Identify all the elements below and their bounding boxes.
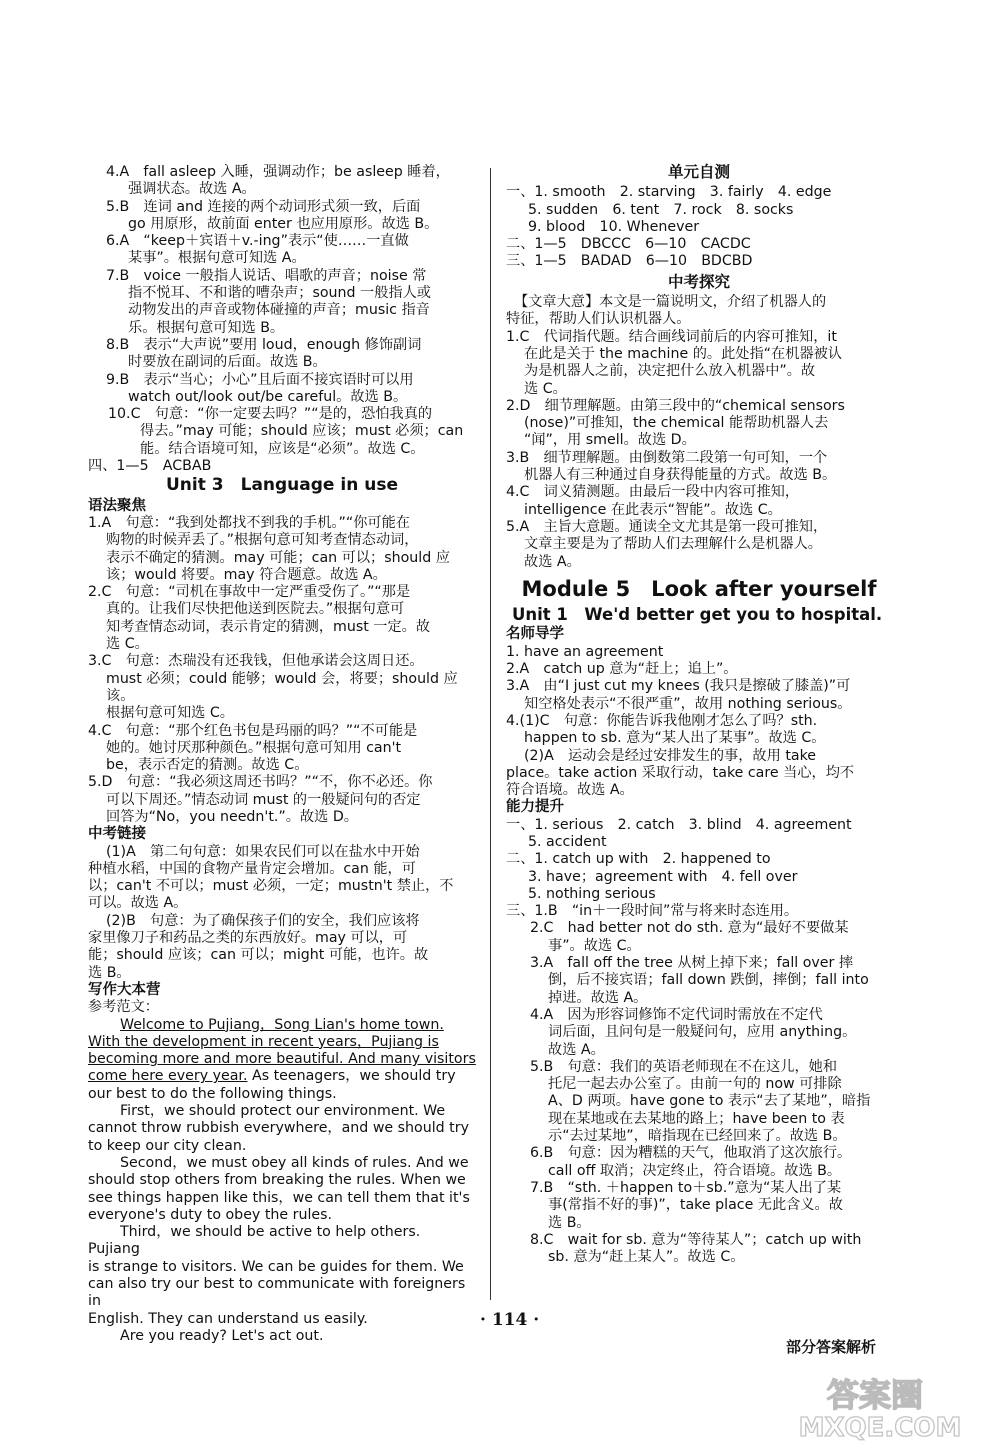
answer-row: 9. blood 10. Whenever [528, 218, 700, 235]
right-column [506, 164, 892, 1266]
answer-item: 1. have an agreement [506, 643, 664, 660]
answer-item: 3.C 句意：杰瑞没有还我钱，但他承诺会这周日还。 must 必须；could 能够；would 会，将要；should 应该。 根据句意可知选 C。 [88, 653, 458, 722]
answer-item: 2.C 句意：“司机在事故中一定严重受伤了。”“那是 真的。让我们尽快把他送到医院去。”根据句意可 知考查情态动词，表示肯定的猜测，must 一定。故 选 C。 [88, 584, 431, 653]
answer-row: 三、1—5 BADAD 6—10 BDCBD [506, 253, 753, 270]
teacher-guide-heading: 名师导学 [506, 626, 564, 643]
answer-item: 6.A “keep＋宾语＋v.-ing”表示“使……一直做 某事”。根据句意可知选 A。 [106, 233, 409, 267]
answer-item: 1.A 句意：“我到处都找不到我的手机。”“你可能在 购物的时候弄丢了。”根据句意可知考查情态动词， 表示不确定的猜测。may 可能；can 可以；should 应 该；would 将要。may 符合题意。故选 A。 [88, 514, 450, 583]
answer-item: 7.B “sth. ＋happen to＋sb.”意为“某人出了某 事(常指不好的事)”，take place 无此含义。故 选 B。 [530, 1179, 843, 1231]
answer-item: 4.C 词义猜测题。由最后一段中内容可推知， intelligence 在此表示“智能”。故选 C。 [506, 484, 800, 518]
answer-row: 一、1. serious 2. catch 3. blind 4. agreement [506, 816, 852, 833]
answer-item: 2.C had better not do sth. 意为“最好不要做某 事”。故选 C。 [530, 920, 849, 954]
answer-item: 3.A fall off the tree 从树上掉下来；fall over 摔 倒，后不接宾语；fall down 跌倒，摔倒；fall into 掉进。故选 A。 [530, 955, 869, 1006]
answer-item: 4.A fall asleep 入睡，强调动作；be asleep 睡着， 强调状态。故选 A。 [106, 164, 450, 198]
article-summary: 【文章大意】本文是一篇说明文，介绍了机器人的 特征，帮助人们认识机器人。 [506, 294, 827, 328]
footer-title: 部分答案解析 [786, 1338, 877, 1356]
answer-item: 4.A 因为形容词修饰不定代词时需放在不定代 词后面，且问句是一般疑问句，应用 anything。 故选 A。 [530, 1006, 857, 1058]
module-5-title: Module 5 Look after yourself [521, 576, 877, 601]
page-number: · 114 · [480, 1310, 540, 1330]
answer-item: (1)A 第二句句意：如果农民们可以在盐水中开始 [106, 843, 420, 860]
answer-item: 4.(1)C 句意：你能告诉我他刚才怎么了吗？sth. happen to sb. 意为“某人出了某事”。故选 C。 [506, 712, 826, 747]
answer-row: 一、1. smooth 2. starving 3. fairly 4. edge [506, 184, 832, 201]
answer-item: 2.D 细节理解题。由第三段中的“chemical sensors (nose)”可推知，the chemical 能帮助机器人去 “闻”，用 smell。故选 D。 [506, 397, 845, 449]
essay-paragraph-4: Third，we should be active to help others. Pujiang is strange to visitors. We can be guides for them. We can also try our best to communicate with foreigners in English. They can understand us easily. [88, 1224, 466, 1327]
unit-3-title: Unit 3 Language in use [166, 475, 398, 496]
answer-item: 9.B 表示“当心；小心”且后面不接宾语时可以用 watch out/look out/be careful。故选 B。 [106, 371, 414, 405]
watermark-logo [780, 1368, 970, 1442]
answer-item: 7.B voice 一般指人说话、唱歌的声音；noise 常 指不悦耳、不和谐的嘈杂声；sound 一般指人或 动物发出的声音或物体碰撞的声音；music 指音 乐。根据句意可知选 B。 [106, 267, 431, 336]
answer-item: 5.B 句意：我们的英语老师现在不在这儿，她和 托尼一起去办公室了。由前一句的 now 可排除 A、D 两项。have gone to 表示“去了某地”，暗指 现在某地或在去某地的路上；have been to 表 示“去过某地”，暗指现在已经回来了。故选 B。 [530, 1058, 871, 1145]
exam-link-heading: 中考链接 [88, 826, 146, 843]
answer-row: 5. nothing serious [528, 885, 656, 902]
essay-paragraph-2: First，we should protect our environment. We cannot throw rubbish everywhere，and we should try to keep our city clean. [88, 1103, 469, 1154]
answer-item: 种植水稻，中国的食物产量肯定会增加。can 能，可 以；can't 不可以；must 必须，一定；mustn't 禁止，不 可以。故选 A。 [88, 860, 454, 912]
left-column [88, 164, 476, 1345]
answer-item: 8.B 表示“大声说”要用 loud，enough 修饰副词 时要放在副词的后面。故选 B。 [106, 336, 422, 371]
writing-heading: 写作大本营 [88, 981, 161, 998]
essay-paragraph-5: Are you ready? Let's act out. [120, 1327, 324, 1344]
unit-1-title: Unit 1 We'd better get you to hospital. [512, 605, 883, 625]
answer-item: (2)B 句意：为了确保孩子们的安全，我们应该将 [106, 912, 420, 929]
unit-test-title: 单元自测 [667, 163, 730, 181]
watermark-bottom-text: MXQE.COM [798, 1413, 962, 1442]
answer-item: 3.A 由“I just cut my knees (我只是擦破了膝盖)”可 知空格处表示“不很严重”，故用 nothing serious。 [506, 678, 852, 712]
answer-section-4: 四、1—5 ACBAB [88, 458, 212, 475]
ability-heading: 能力提升 [506, 799, 564, 816]
answer-item: 5.A 主旨大意题。通读全文尤其是第一段可推知， 文章主要是为了帮助人们去理解什么是机器人。 故选 A。 [506, 518, 828, 570]
answer-item: 10.C 句意：“你一定要去吗？”“是的，恐怕我真的 得去。”may 可能；should 应该；must 必须；can 能。结合语境可知，应该是“必须”。故选 C。 [108, 406, 464, 457]
answer-row: 3. have；agreement with 4. fell over [528, 868, 798, 885]
sample-label: 参考范文： [88, 999, 159, 1016]
answer-item: 5.B 连词 and 连接的两个动词形式须一致，后面 go 用原形，故前面 enter 也应用原形。故选 B。 [106, 198, 439, 232]
watermark-top-text: 答案圈 [826, 1376, 924, 1414]
column-divider [490, 168, 491, 1300]
answer-row: 5. accident [528, 833, 607, 850]
answer-item: (2)A 运动会是经过安排发生的事，故用 take place。take action 采取行动，take care 当心，均不 符合语境。故选 A。 [506, 747, 855, 799]
answer-item: 5.D 句意：“我必须这周还书吗？”“不，你不必还。你 可以下周还。”情态动词 must 的一般疑问句的否定 回答为“No，you needn't.”。故选 D。 [88, 774, 433, 825]
essay-paragraph-1: Welcome to Pujiang，Song Lian's home town. With the development in recent years，Pujiang is becoming more and more beautiful. And many visitors come here every year. As teenagers，we should try our best to do the following things. [88, 1016, 476, 1102]
answer-row: 二、1—5 DBCCC 6—10 CACDC [506, 236, 751, 253]
answer-item: 3.B 细节理解题。由倒数第二段第一句可知，一个 机器人有三种通过自身获得能量的方式。故选 B。 [506, 449, 837, 484]
answer-item: 6.B 句意：因为糟糕的天气，他取消了这次旅行。 call off 取消；决定终止，符合语境。故选 B。 [530, 1145, 852, 1179]
zhongkao-title: 中考探究 [667, 272, 730, 291]
answer-item: 4.C 句意：“那个红色书包是玛丽的吗？”“不可能是 她的。她讨厌那种颜色。”根据句意可知用 can't be，表示否定的猜测。故选 C。 [88, 722, 418, 774]
answer-item: 1.C 代词指代题。结合画线词前后的内容可推知，it 在此是关于 the machine 的。此处指“在机器被认 为是机器人之前，决定把什么放入机器中”。故 选 C。 [506, 328, 842, 397]
answer-item: 家里像刀子和药品之类的东西放好。may 可以，可 能；should 应该；can 可以；might 可能，也许。故 选 B。 [88, 930, 429, 981]
answer-item: 三、1.B “in＋一段时间”常与将来时态连用。 [506, 903, 799, 920]
answer-item: 2.A catch up 意为“赶上；追上”。 [506, 661, 738, 678]
answer-row: 二、1. catch up with 2. happened to [506, 851, 771, 868]
grammar-heading: 语法聚焦 [88, 497, 146, 514]
answer-row: 5. sudden 6. tent 7. rock 8. socks [528, 201, 794, 218]
answer-item: 8.C wait for sb. 意为“等待某人”；catch up with sb. 意为“赶上某人”。故选 C。 [530, 1231, 862, 1266]
essay-paragraph-3: Second，we must obey all kinds of rules. And we should stop others from breaking the rules. When we see things happen like this，we can tell them that it's everyone's duty to obey the rules. [88, 1154, 470, 1223]
